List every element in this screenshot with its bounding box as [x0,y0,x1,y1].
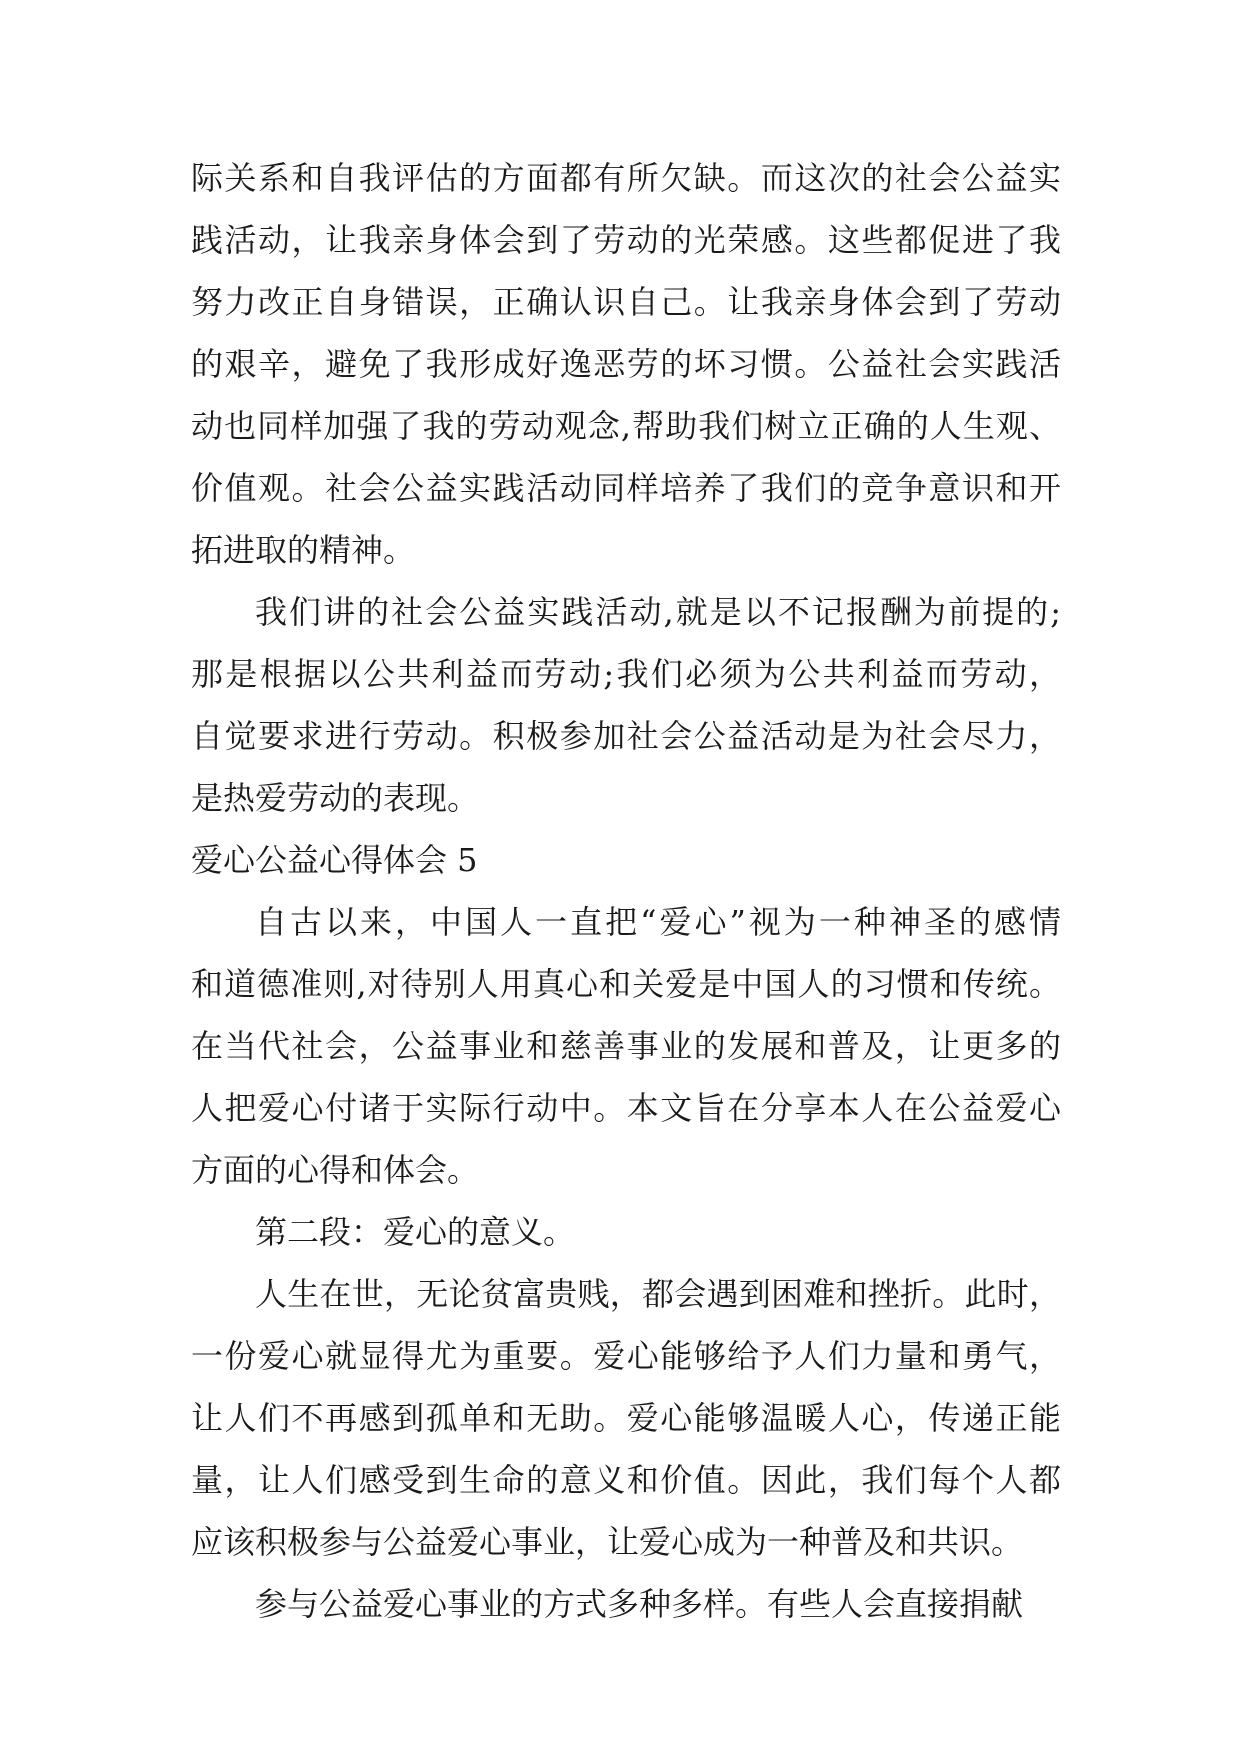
paragraph-line: 努力改正自身错误，正确认识自己。让我亲身体会到了劳动 [191,283,1061,321]
section-heading: 爱心公益心得体会 5 [191,841,478,879]
paragraph-line: 拓进取的精神。 [191,531,416,569]
paragraph-line: 是热爱劳动的表现。 [191,779,480,817]
paragraph-line: 应该积极参与公益爱心事业，让爱心成为一种普及和共识。 [191,1523,1024,1561]
paragraph-line: 那是根据以公共利益而劳动;我们必须为公共利益而劳动， [191,655,1061,693]
paragraph-line: 参与公益爱心事业的方式多种多样。有些人会直接捐献 [255,1585,1024,1623]
paragraph-line: 在当代社会，公益事业和慈善事业的发展和普及，让更多的 [191,1027,1061,1065]
paragraph-line: 量，让人们感受到生命的意义和价值。因此，我们每个人都 [191,1461,1061,1499]
paragraph-line: 自觉要求进行劳动。积极参加社会公益活动是为社会尽力， [191,717,1061,755]
paragraph-line: 践活动，让我亲身体会到了劳动的光荣感。这些都促进了我 [191,221,1061,259]
paragraph-line: 我们讲的社会公益实践活动,就是以不记报酬为前提的; [255,593,1061,631]
paragraph-line: 的艰辛，避免了我形成好逸恶劳的坏习惯。公益社会实践活 [191,345,1061,383]
paragraph-line: 人把爱心付诸于实际行动中。本文旨在分享本人在公益爱心 [191,1089,1061,1127]
paragraph-line: 际关系和自我评估的方面都有所欠缺。而这次的社会公益实 [191,159,1061,197]
paragraph-line: 一份爱心就显得尤为重要。爱心能够给予人们力量和勇气， [191,1337,1061,1375]
paragraph-line: 和道德准则,对待别人用真心和关爱是中国人的习惯和传统。 [191,965,1061,1003]
paragraph-line: 让人们不再感到孤单和无助。爱心能够温暖人心，传递正能 [191,1399,1061,1437]
paragraph-line: 自古以来，中国人一直把“爱心”视为一种神圣的感情 [255,903,1061,941]
paragraph-line: 第二段：爱心的意义。 [255,1213,576,1251]
paragraph-line: 方面的心得和体会。 [191,1151,480,1189]
paragraph-line: 动也同样加强了我的劳动观念,帮助我们树立正确的人生观、 [191,407,1061,445]
paragraph-line: 人生在世，无论贫富贵贱，都会遇到困难和挫折。此时， [255,1275,1061,1313]
paragraph-line: 价值观。社会公益实践活动同样培养了我们的竞争意识和开 [191,469,1061,507]
